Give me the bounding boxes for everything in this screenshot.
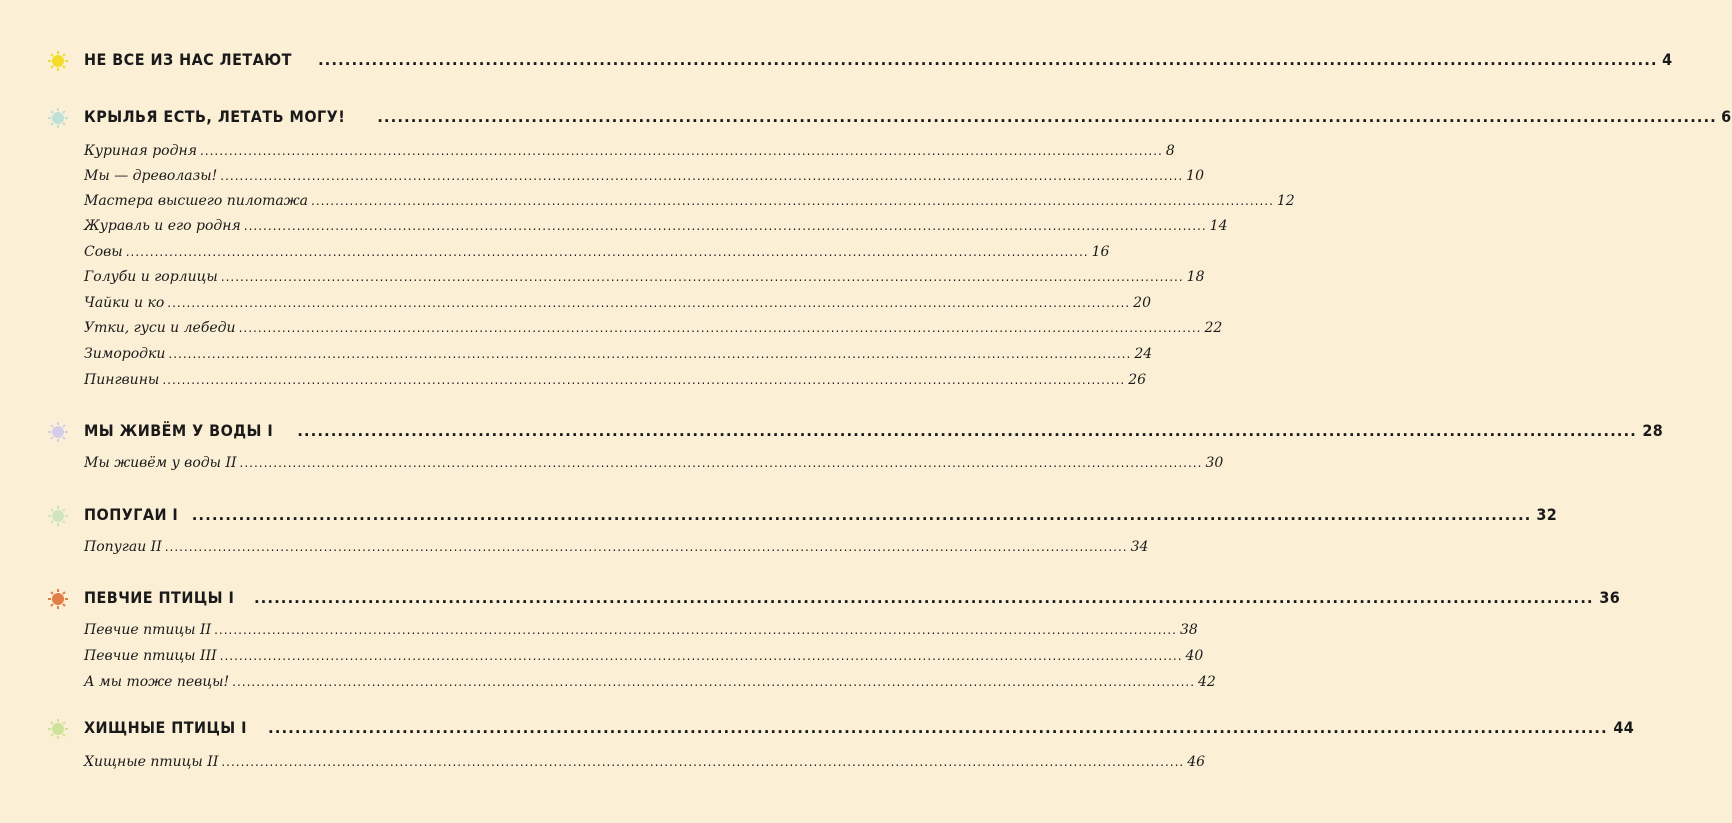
- item-title: Утки, гуси и лебеди: [84, 320, 236, 336]
- page-number: 6: [1721, 107, 1732, 126]
- toc-item[interactable]: [84, 754, 1206, 770]
- toc-item[interactable]: [84, 218, 1228, 234]
- item-title: Мы — древолазы!: [84, 168, 218, 184]
- item-title: Хищные птицы II: [84, 754, 219, 770]
- page-number: 28: [1642, 421, 1664, 440]
- page-number: 24: [1134, 346, 1153, 362]
- toc-item[interactable]: [84, 674, 1216, 690]
- leader-dots: ........................................................................................................................................................................................................: [317, 51, 1658, 69]
- leader-dots: ........................................................................................................................................................................................................: [253, 589, 1594, 607]
- leader-dots: ........................................................................................................................................................................................................: [297, 422, 1637, 440]
- leader-dots: ........................................................................................................................................................................................................: [239, 456, 1203, 470]
- toc-section[interactable]: [84, 588, 1620, 607]
- page-number: 18: [1186, 269, 1205, 285]
- toc-item[interactable]: [84, 455, 1224, 471]
- toc-section[interactable]: [84, 718, 1634, 737]
- page-number: 46: [1187, 754, 1206, 770]
- toc-item[interactable]: [84, 372, 1147, 388]
- leader-dots: ........................................................................................................................................................................................................: [164, 540, 1128, 554]
- section-title: МЫ ЖИВЁМ У ВОДЫ I: [84, 421, 274, 440]
- leader-dots: ........................................................................................................................................................................................................: [219, 649, 1183, 663]
- leader-dots: ........................................................................................................................................................................................................: [214, 623, 1177, 637]
- toc-section[interactable]: [84, 50, 1673, 69]
- toc-item[interactable]: [84, 539, 1149, 555]
- toc-item[interactable]: [84, 648, 1204, 664]
- toc-item[interactable]: [84, 269, 1205, 285]
- leader-dots: ........................................................................................................................................................................................................: [167, 296, 1131, 310]
- toc-item[interactable]: [84, 346, 1153, 362]
- toc-item[interactable]: [84, 622, 1198, 638]
- item-title: Совы: [84, 244, 123, 260]
- page-number: 44: [1613, 718, 1634, 737]
- page-number: 12: [1276, 193, 1295, 209]
- page-number: 26: [1128, 372, 1147, 388]
- item-title: Куриная родня: [84, 143, 197, 159]
- sun-icon: [47, 107, 69, 129]
- leader-dots: ........................................................................................................................................................................................................: [243, 219, 1207, 233]
- page-number: 38: [1179, 622, 1198, 638]
- toc-item[interactable]: [84, 244, 1110, 260]
- leader-dots: ........................................................................................................................................................................................................: [268, 719, 1608, 737]
- item-title: Певчие птицы III: [84, 648, 217, 664]
- page-number: 8: [1165, 143, 1175, 159]
- page-number: 42: [1198, 674, 1216, 690]
- page-number: 16: [1091, 244, 1110, 260]
- sun-icon: [47, 50, 69, 72]
- leader-dots: ........................................................................................................................................................................................................: [377, 108, 1717, 126]
- toc-section[interactable]: [84, 505, 1558, 524]
- leader-dots: ........................................................................................................................................................................................................: [168, 347, 1132, 361]
- leader-dots: ........................................................................................................................................................................................................: [238, 321, 1202, 335]
- toc-item[interactable]: [84, 193, 1295, 209]
- section-title: КРЫЛЬЯ ЕСТЬ, ЛЕТАТЬ МОГУ!: [84, 107, 346, 126]
- sun-icon: [47, 718, 69, 740]
- sun-icon: [47, 421, 69, 443]
- sun-icon: [47, 505, 69, 527]
- leader-dots: ........................................................................................................................................................................................................: [125, 245, 1089, 259]
- page-number: 30: [1205, 455, 1224, 471]
- page-number: 36: [1598, 588, 1620, 607]
- sun-icon: [47, 588, 69, 610]
- item-title: Журавль и его родня: [84, 218, 241, 234]
- section-title: ПОПУГАИ I: [84, 505, 179, 524]
- page-number: 20: [1133, 295, 1151, 311]
- toc-item[interactable]: [84, 320, 1223, 336]
- item-title: Чайки и ко: [84, 295, 165, 311]
- leader-dots: ........................................................................................................................................................................................................: [191, 506, 1532, 524]
- toc-item[interactable]: [84, 168, 1204, 184]
- item-title: Попугаи II: [84, 539, 162, 555]
- section-title: ПЕВЧИЕ ПТИЦЫ I: [84, 588, 235, 607]
- item-title: Мы живём у воды II: [84, 455, 237, 471]
- page-number: 22: [1204, 320, 1223, 336]
- item-title: Мастера высшего пилотажа: [84, 193, 308, 209]
- toc-section[interactable]: [84, 107, 1732, 126]
- toc-item[interactable]: [84, 143, 1175, 159]
- section-title: НЕ ВСЕ ИЗ НАС ЛЕТАЮТ: [84, 50, 292, 69]
- leader-dots: ........................................................................................................................................................................................................: [232, 675, 1196, 689]
- leader-dots: ........................................................................................................................................................................................................: [221, 755, 1185, 769]
- item-title: Пингвины: [84, 372, 160, 388]
- item-title: Зимородки: [84, 346, 166, 362]
- page-number: 32: [1536, 505, 1558, 524]
- page-number: 4: [1661, 50, 1673, 69]
- item-title: А мы тоже певцы!: [84, 674, 230, 690]
- leader-dots: ........................................................................................................................................................................................................: [199, 144, 1163, 158]
- leader-dots: ........................................................................................................................................................................................................: [220, 270, 1184, 284]
- leader-dots: ........................................................................................................................................................................................................: [311, 194, 1274, 208]
- section-title: ХИЩНЫЕ ПТИЦЫ I: [84, 718, 247, 737]
- page-number: 40: [1185, 648, 1204, 664]
- toc-item[interactable]: [84, 295, 1151, 311]
- item-title: Певчие птицы II: [84, 622, 212, 638]
- leader-dots: ........................................................................................................................................................................................................: [162, 373, 1126, 387]
- toc-section[interactable]: [84, 421, 1664, 440]
- page-number: 14: [1209, 218, 1228, 234]
- item-title: Голуби и горлицы: [84, 269, 218, 285]
- page-number: 34: [1130, 539, 1149, 555]
- page-number: 10: [1186, 168, 1204, 184]
- leader-dots: ........................................................................................................................................................................................................: [220, 169, 1184, 183]
